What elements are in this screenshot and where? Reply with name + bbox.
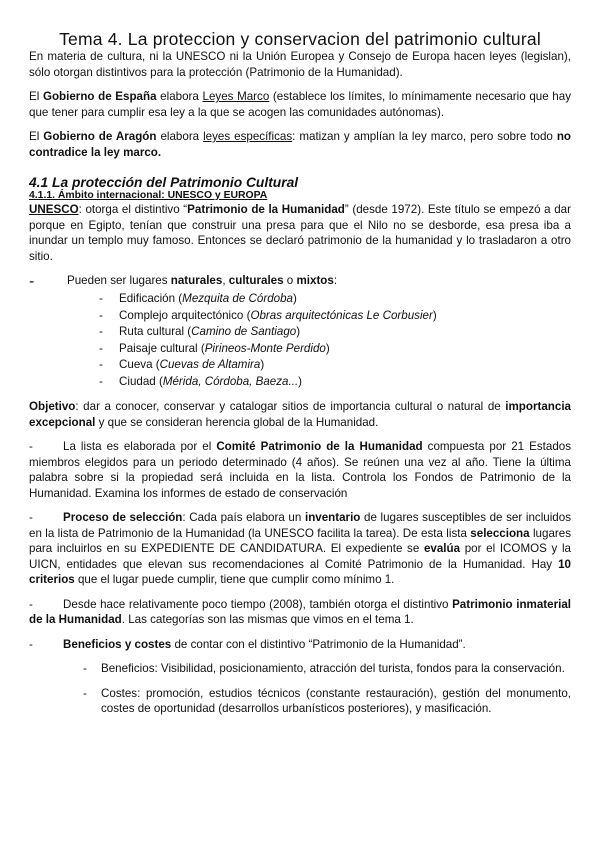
espana-paragraph: El Gobierno de España elabora Leyes Marco (establece los límites, lo mínimamente necesario que hay que tener para cumplir esa ley a la que se acogen las comunidades autónomas). bbox=[29, 90, 572, 119]
list-item: - Beneficios: Visibilidad, posicionamiento, atracción del turista, fondos para la conservación. bbox=[83, 661, 571, 677]
inmaterial-paragraph: - Desde hace relativamente poco tiempo (2008), también otorga el distintivo Patrimonio inmaterial de la Humanidad. Las categorías son las mismas que vimos en el tema 1. bbox=[29, 597, 571, 626]
section-heading: 4.1 La protección del Patrimonio Cultural bbox=[29, 175, 299, 190]
lista-paragraph: - La lista es elaborada por el Comité Patrimonio de la Humanidad compuesta por 21 Estados miembros elegidos para un periodo determinado (4 años). Se reúnen una vez al año. Tiene la última palabra sobre si la propiedad será incluida en la lista. Controla los Fondos de Patrimonio de la Humanidad. Examina los informes de estado de conservación bbox=[29, 440, 572, 500]
list-item: - Edificación (Mezquita de Córdoba) bbox=[99, 291, 571, 308]
unesco-label: UNESCO bbox=[29, 203, 79, 216]
beneficios-paragraph: - Beneficios y costes de contar con el distintivo “Patrimonio de la Humanidad”. bbox=[29, 637, 466, 651]
objetivo-paragraph: Objetivo: dar a conocer, conservar y catalogar sitios de importancia cultural o natural de importancia excepcional y que se consideran herencia global de la Humanidad. bbox=[29, 400, 571, 429]
leyes-especificas: leyes específicas bbox=[203, 130, 293, 143]
gobierno-aragon: Gobierno de Aragón bbox=[43, 130, 157, 143]
unesco-paragraph: UNESCO: otorga el distintivo “Patrimonio de la Humanidad” (desde 1972). Este título se empezó a dar porque en Egipto, tenían que construir una presa para que el Nilo no se desborde, esa presa iba a inundar un templo muy famoso. Entonces se declaró patrimonio de la humanidad y lo trasladaron a otro sitio. bbox=[29, 203, 571, 263]
subsection-heading: 4.1.1. Ámbito internacional: UNESCO y EUROPA bbox=[29, 190, 268, 201]
dash-marker: - bbox=[29, 273, 35, 290]
lugares-item: - Pueden ser lugares naturales, culturales o mixtos: bbox=[29, 273, 338, 290]
list-item: - Costes: promoción, estudios técnicos (constante restauración), gestión del monumento, costes de oportunidad (desarrollos urbanísticos posteriores), y masificación. bbox=[83, 686, 571, 717]
list-item: - Cueva (Cuevas de Altamira) bbox=[99, 357, 571, 374]
list-item: - Ciudad (Mérida, Córdoba, Baeza...) bbox=[99, 374, 571, 391]
beneficios-list bbox=[29, 661, 571, 717]
aragon-paragraph: El Gobierno de Aragón elabora leyes específicas: matizan y amplían la ley marco, pero sobre todo no contradice la ley marco. bbox=[29, 130, 572, 159]
leyes-marco: Leyes Marco bbox=[202, 90, 270, 103]
list-item: - Ruta cultural (Camino de Santiago) bbox=[99, 324, 571, 341]
lugares-list bbox=[29, 291, 571, 390]
list-item: - Paisaje cultural (Pirineos-Monte Perdido) bbox=[99, 341, 571, 358]
gobierno-espana: Gobierno de España bbox=[42, 90, 157, 103]
intro-paragraph: En materia de cultura, ni la UNESCO ni la Unión Europea y Consejo de Europa hacen leyes (legislan), sólo otorgan distintivos para la protección (Patrimonio de la Humanidad). bbox=[29, 50, 571, 79]
list-item: - Complejo arquitectónico (Obras arquitectónicas Le Corbusier) bbox=[99, 308, 571, 325]
proceso-paragraph: - Proceso de selección: Cada país elabora un inventario de lugares susceptibles de ser incluidos en la lista de Patrimonio de la Humanidad (la UNESCO facilita la tarea). De esta lista selecciona lugares para incluirlos en su EXPEDIENTE DE CANDIDATURA. El expediente se evalúa por el ICOMOS y la UICN, entidades que elevan sus recomendaciones al Comité Patrimonio de la Humanidad. Hay 10 criterios que el lugar puede cumplir, tiene que cumplir como mínimo 1. bbox=[29, 511, 571, 586]
page-title: Tema 4. La proteccion y conservacion del patrimonio cultural bbox=[59, 29, 541, 49]
